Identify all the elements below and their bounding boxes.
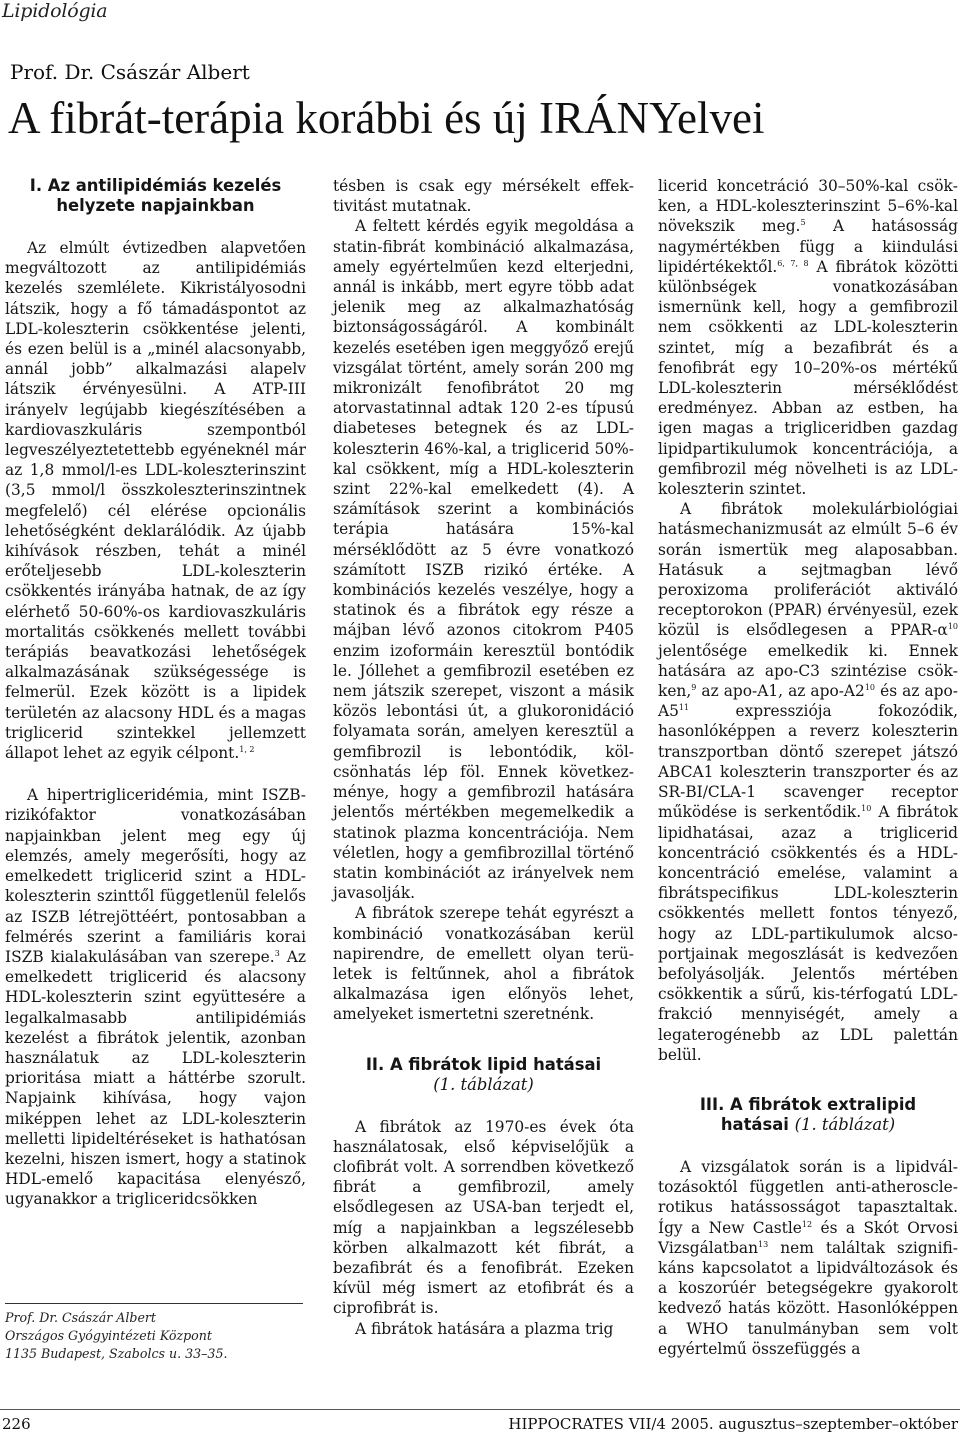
footer-divider [0, 1409, 960, 1410]
section-label: Lipidológia [2, 0, 108, 22]
section-heading-2-table-ref: (1. táblázat) [433, 1074, 534, 1094]
paragraph [5, 238, 306, 763]
section-heading-2 [333, 1055, 634, 1095]
section-heading-1 [5, 176, 306, 216]
paragraph-text: A fibrátok molekulárbiológiai hatásmechanizmusát az elmúlt 5–6 év során ismertük meg alaposabban. Hatásuk a sejtmagban lévő peroxizoma proliferációt aktiváló receptorokon (PPAR) érvényesül, ezek közül is elsődlegesen a PPAR-α [658, 500, 958, 640]
reference-superscript: 12 [801, 1219, 813, 1229]
section-heading-2-title: II. A fibrátok lipid hatásai [365, 1054, 602, 1074]
section-heading-1-line1: I. Az antilipidémiás kezelés [29, 176, 282, 195]
reference-superscript: 10 [864, 683, 876, 693]
paragraph-text: Az emelkedett triglicerid és alacsony HDL-koleszterin szint együttesére a legalkalmasabb antilipidémiás kezelést a fibrátok jelentik, azonban használatuk az LDL-koleszterin prioritása miatt a háttérbe szorult. Napjaink kihívása, hogy vajon miképpen lehet az LDL-koleszterin melletti lipideltéréseket is hathatósan kezelni, hiszen ismert, hogy a statinok HDL-emelő kapacitása elenyésző, ugyanakkor a trigliceridcsökken [5, 947, 306, 1209]
paragraph-text: expressziója fokozódik, hasonlóképpen a reverz koleszterin transzportban döntő szerepet játszó ABCA1 koleszterin transzporter és az SR-BI/CLA-1 scavenger receptor működése is serkentődik. [658, 702, 958, 822]
author-name: Prof. Dr. Császár Albert [10, 60, 250, 84]
reference-superscript: 9 [691, 683, 697, 693]
section-heading-3 [658, 1095, 958, 1135]
paragraph: A fibrátok szerepe tehát egyrészt a kombináció vonatkozásában kerül napirendre, de emellett olyan területek is feltűnnek, ahol a fibrátok alkalmazása igen előnyös lehet, amelyeket ismertetni szeretnénk. [333, 904, 634, 1024]
reference-superscript: 3 [274, 948, 280, 958]
journal-issue-info: HIPPOCRATES VII/4 2005. augusztus–szeptember–október [508, 1415, 958, 1433]
section-heading-3-line1: III. A fibrátok extralipid [699, 1094, 917, 1114]
text-column-2 [333, 176, 634, 1339]
reference-superscript: 10 [947, 622, 958, 632]
reference-superscript: 1, 2 [239, 745, 255, 755]
paragraph: A fibrátok az 1970-es évek óta használatosak, első képviselőjük a clofibrát volt. A sorrendben következő fibrát a gemfibrozil, amely elsődlegesen az USA-ban terjedt el, míg a napjainkban a legszélesebb körben alkalmazott két fibrát, a bezafibrát és a fenofibrát. Ezeken kívül még ismert az etofibrát és a ciprofibrát is. [333, 1117, 634, 1318]
reference-superscript: 13 [758, 1239, 769, 1249]
footnote-divider [5, 1303, 303, 1304]
paragraph-text: nem találtak szignifikáns kapcsolatot a lipidváltozások és a koszorúér betegségekre gyakorolt kedvező hatás között. Hasonlóképpen a WHO tanulmányban sem volt egyértelmű összefüggés a [658, 1238, 958, 1358]
paragraph [658, 176, 958, 499]
paragraph-text: és a Skót Orvosi Vizsgálatban [658, 1218, 958, 1257]
section-heading-1-line2: helyzete napjainkban [56, 196, 255, 215]
author-affiliation [5, 1309, 305, 1363]
paragraph: tésben is csak egy mérsékelt effektivitást mutatnak. [333, 177, 634, 216]
affiliation-institution: Országos Gyógyintézeti Központ [5, 1328, 212, 1343]
paragraph: A fibrátok hatására a plazma trig [355, 1319, 614, 1338]
text-column-3 [658, 176, 958, 1359]
paragraph [658, 499, 958, 1065]
section-heading-3-table-ref: (1. táblázat) [794, 1114, 896, 1134]
paragraph-text: az apo-A1, az apo-A2 [696, 682, 865, 701]
section-heading-3-line2: hatásai [720, 1114, 789, 1134]
paragraph-text: A hatásosság nagymértékben függ a kiindulási lipidértékektől. [658, 217, 959, 276]
reference-superscript: 11 [678, 703, 690, 713]
paragraph: A feltett kérdés egyik megoldása a statin-fibrát kombináció alkalmazása, amely egyértelműen kezd elterjedni, annál is inkább, mert egyre több adat jelenik meg az alkalmazhatóság biztonságosságáról. A kombinált kezelés esetében igen meggyőző erejű vizsgálat történt, amely során 200 mg mikronizált fenofibrátot 20 mg atorvastatinnal adtak 120 2-es típusú diabeteses betegnek és az LDL-koleszterin 46%-kal, a triglicerid 50%-kal csökkent, míg a HDL-koleszterin szint 22%-kal emelkedett (4). A számítások szerint a kombinációs terápia hatására 15%-kal mérséklődött az 5 évre vonatkozó számított ISZB rizikó értéke. A kombinációs kezelés veszélye, hogy a statinok és a fibrátok egy része a májban lévő azonos citokrom P405 enzim izoformáin keresztül bontódik le. Jóllehet a gemfibrozil esetében ez nem játszik szerepet, viszont a másik közös lebontási út, a glukoronidáció folyamata során, amelyen keresztül a gemfibrozil is lebontódik, kölcsönhatás lép föl. Ennek következménye, hogy a gemfibrozil hatására jelentős mértékben megemelkedik a statinok plazma koncentrációja. Nem véletlen, hogy a gemfibrozillal történő statin kombinációt az irányelvek nem javasolják. [333, 217, 634, 903]
paragraph-text: és az apo-A5 [658, 682, 958, 721]
paragraph-text: jelentősége emelkedik ki. Ennek hatására az apo-C3 szintézise csökken, [658, 641, 958, 701]
affiliation-address: 1135 Budapest, Szabolcs u. 33–35. [5, 1346, 228, 1361]
page-number: 226 [2, 1415, 31, 1433]
paragraph-text: licerid koncetráció 30–50%-kal csökken, a HDL-koleszterinszint 5–6%-kal növekszik meg. [658, 177, 958, 236]
reference-superscript: 5 [800, 218, 806, 228]
reference-superscript: 6, 7, 8 [777, 258, 809, 268]
affiliation-name: Prof. Dr. Császár Albert [5, 1310, 156, 1325]
paragraph-text: A vizsgálatok során is a lipidváltozásoktól független anti-atherosclerotikus hatássosságot tapasztaltak. Így a New Castle [658, 1157, 958, 1237]
article-title: A fibrát-terápia korábbi és új IRÁNYelvei [8, 93, 765, 143]
paragraph-text: A fibrátok közötti különbségek vonatkozásában ismernünk kell, hogy a gemfibrozil nem csökkenti az LDL-koleszterin szintet, míg a bezafibrát és a fenofibrát egy 10–20%-os mértékű LDL-koleszterin mérséklődést eredményez. Abban az estben, ha igen magas a trigliceridben gazdag lipidpartikulumok koncentrációja, a gemfibrozil még növelheti is az LDL-koleszterin szintet. [658, 257, 958, 499]
paragraph-text: Az elmúlt évtizedben alapvetően megváltozott az antilipidémiás kezelés szemlélete. Kikristályosodni látszik, hogy a fő támadáspontot az LDL-koleszterin csökkentése jelenti, és ezen belül is a „minél alacsonyabb, annál jobb” alkalmazási alapelv látszik érvényesülni. A ATP-III irányelv legújabb kiegészítésében a kardiovaszkuláris szempontból legveszélyeztetettebb egyéneknél már az 1,8 mmol/l-es LDL-koleszterinszint (3,5 mmol/l összkoleszterinszintnek megfelelő) cél elérése opcionális lehetőségként deklarálódik. Az újabb kihívások részben, tehát a minél erőteljesebb LDL-koleszterin csökkentés irányába hatnak, de az így elérhető 50-60%-os kardiovaszkuláris mortalitás csökkenés mellett további terápiás beavatkozási lehetőségek alkalmazásának szükségessége is felmerül. Ezek között is a lipidek területén az alacsony HDL és a magas triglicerid szintekkel jellemzett állapot lehet az egyik célpont. [5, 239, 306, 763]
text-column-1 [5, 176, 306, 1210]
reference-superscript: 10 [861, 804, 872, 814]
paragraph-text: A fibrátok lipidhatásai, azaz a triglicerid koncentráció csökkentés és a HDL-koncentráció emelése, valamint a fibrátspecifikus LDL-koleszterin csökkentés mellett fontos tényező, hogy az LDL-partikulumok alcsoportjainak megoszlását is kedvezően befolyásolják. Jelentős mértében csökkentik a sűrű, kis-térfogatú LDL-frakció mennyiségét, amely a legaterogénebb az LDL palettán belül. [658, 803, 958, 1064]
paragraph [658, 1157, 958, 1359]
paragraph-text: A hipertrigliceridémia, mint ISZB-rizikófaktor vonatkozásában napjainkban jelent meg egy új elemzés, amely megerősíti, hogy az emelkedett triglicerid szint a HDL-koleszterin szinttől függetlenül felelős az ISZB létrejöttéért, pontosabban a felmérés szerint a familiáris korai ISZB kialakulásában van szerepe. [5, 786, 306, 966]
paragraph [5, 785, 306, 1209]
